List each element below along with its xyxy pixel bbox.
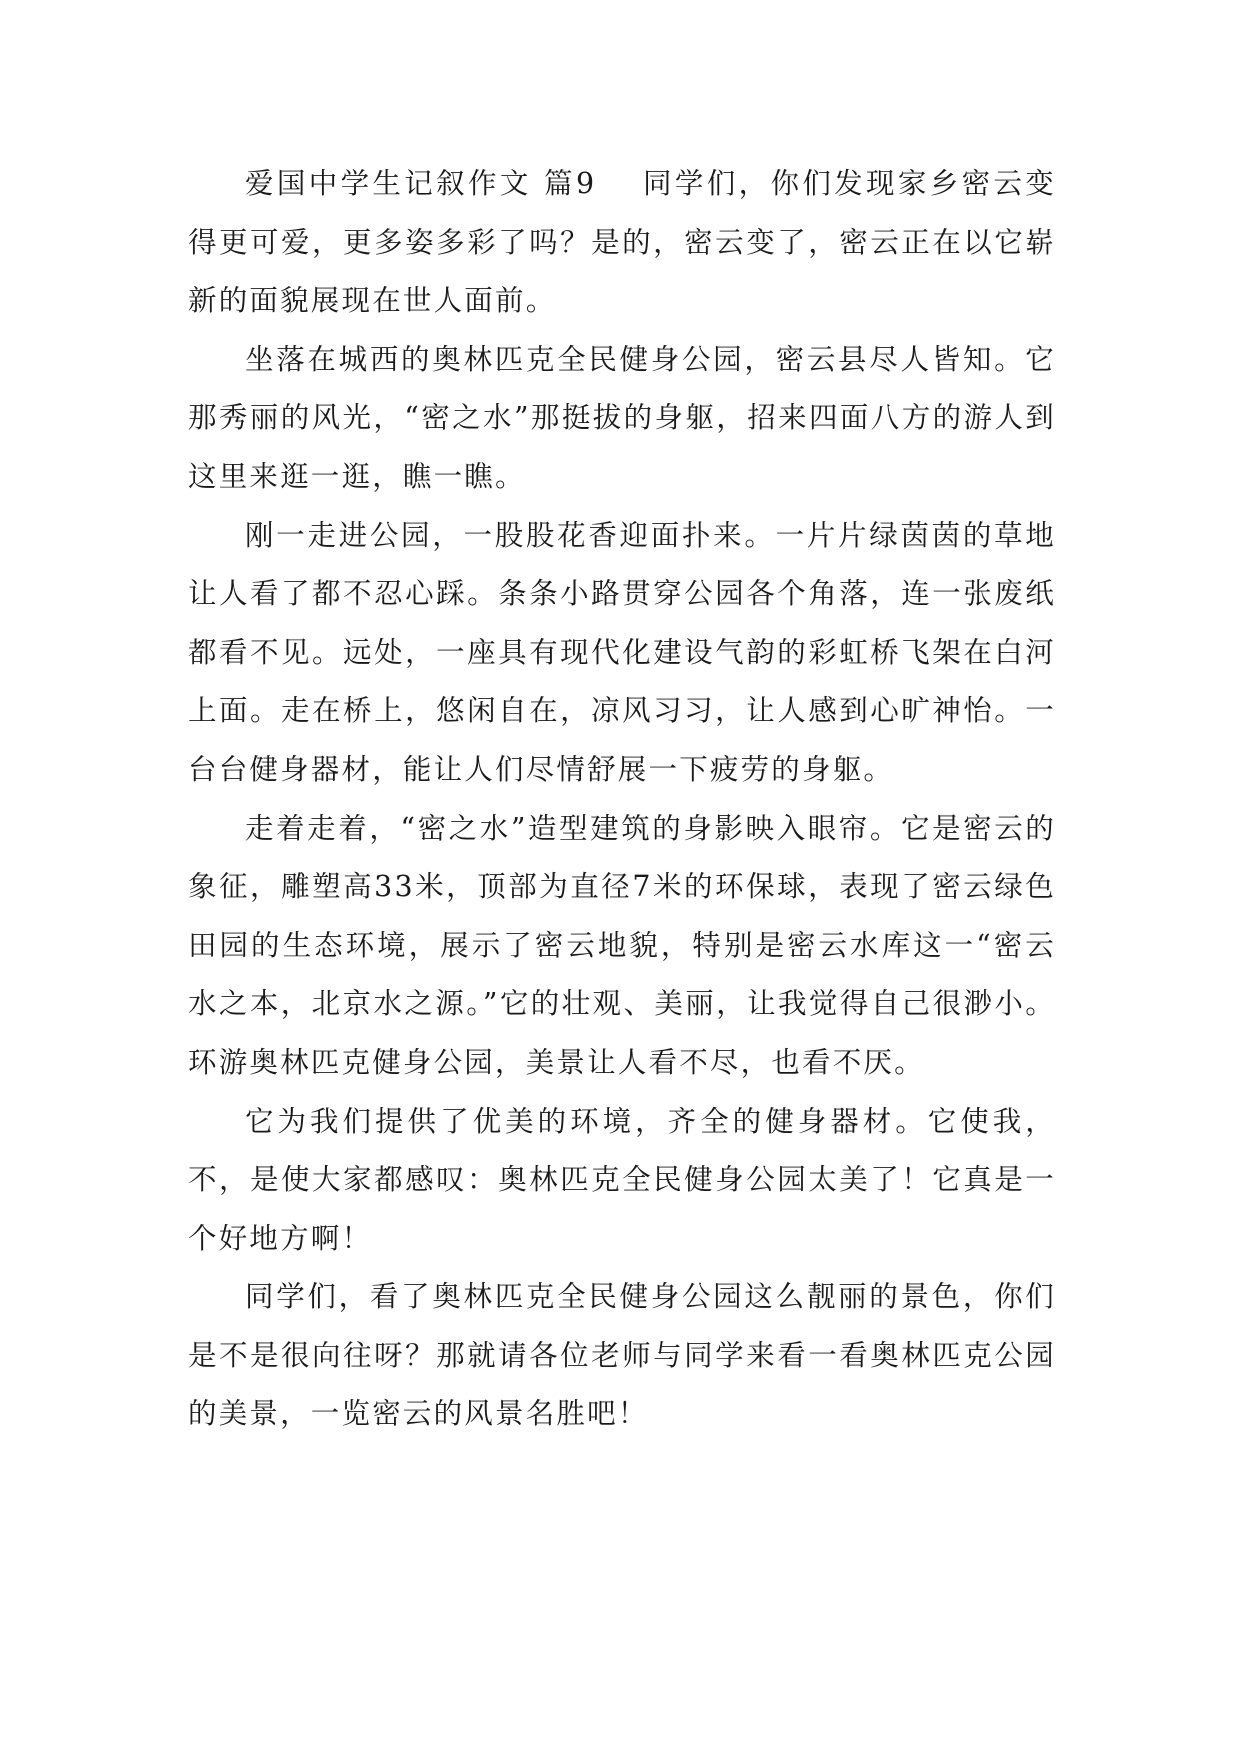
paragraph: 坐落在城西的奥林匹克全民健身公园，密云县尽人皆知。它那秀丽的风光，“密之水”那挺拔的身躯，招来四面八方的游人到这里来逛一逛，瞧一瞧。: [188, 342, 1056, 493]
paragraph: 走着走着，“密之水”造型建筑的身影映入眼帘。它是密云的象征，雕塑高33米，顶部为直径7米的环保球，表现了密云绿色田园的生态环境，展示了密云地貌，特别是密云水库这一“密云水之本，北京水之源。”它的壮观、美丽，让我觉得自己很渺小。环游奥林匹克健身公园，美景让人看不尽，也看不厌。: [188, 811, 1056, 1079]
paragraph: 刚一走进公园，一股股花香迎面扑来。一片片绿茵茵的草地让人看了都不忍心踩。条条小路贯穿公园各个角落，连一张废纸都看不见。远处，一座具有现代化建设气韵的彩虹桥飞架在白河上面。走在桥上，悠闲自在，凉风习习，让人感到心旷神怡。一台台健身器材，能让人们尽情舒展一下疲劳的身躯。: [188, 518, 1056, 786]
document-body: [188, 155, 1056, 1444]
paragraph: 它为我们提供了优美的环境，齐全的健身器材。它使我，不，是使大家都感叹：奥林匹克全民健身公园太美了！它真是一个好地方啊！: [188, 1104, 1056, 1255]
paragraph-text: 同学们，你们发现家乡密云变得更可爱，更多姿多彩了吗？是的，密云变了，密云正在以它崭新的面貌展现在世人面前。: [188, 167, 1056, 318]
intro-paragraph: [188, 155, 1056, 331]
essay-title: 爱国中学生记叙作文 篇9: [245, 167, 597, 200]
paragraph: 同学们，看了奥林匹克全民健身公园这么靓丽的景色，你们是不是很向往呀？那就请各位老师与同学来看一看奥林匹克公园的美景，一览密云的风景名胜吧！: [188, 1280, 1056, 1431]
